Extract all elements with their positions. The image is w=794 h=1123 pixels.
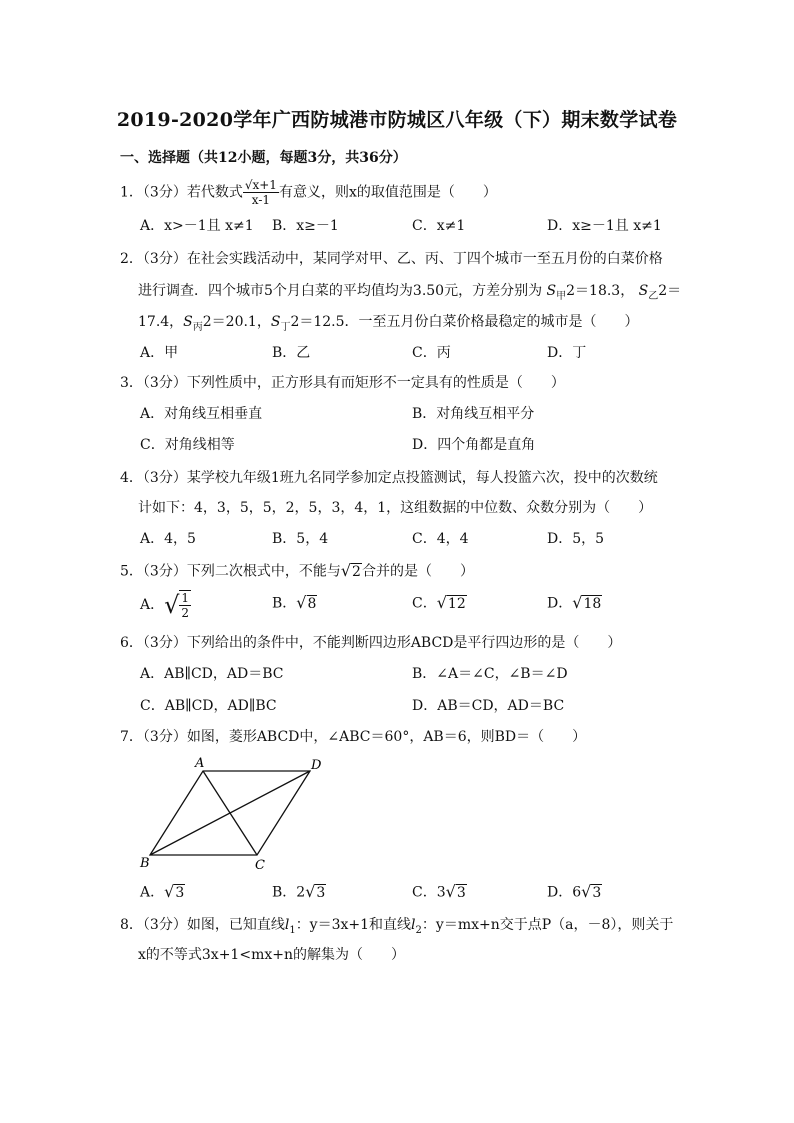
fraction: $\frac{√x+1}{x-1}$ (244, 178, 277, 207)
q1-option-a: A．x>－1且 x≠1 (140, 218, 254, 234)
q7-option-c: C．3√3 (412, 882, 466, 901)
vertex-label-b: B (140, 856, 150, 871)
page-title: 2019-2020学年广西防城港市防城区八年级（下）期末数学试卷 (116, 109, 678, 131)
q5-option-b: B．√8 (272, 593, 317, 612)
q6-option-c: C．AB∥CD，AD∥BC (140, 698, 277, 714)
question-6: 6．（3分）下列给出的条件中，不能判断四边形ABCD是平行四边形的是（ ） (120, 635, 622, 651)
q1-option-b: B．x≥－1 (272, 218, 339, 234)
question-8-line-1: 8．（3分）如图，已知直线$l_1$：y＝3x+1和直线$l_2$：y＝mx+n交于点P（a，－8），则关于 (120, 917, 674, 936)
q5-option-c: C．√12 (412, 593, 466, 612)
question-2-line-2: 进行调查．四个城市5个月白菜的平均值均为3.50元，方差分别为 $S_甲2=18.3$， $S_乙2=$ (138, 283, 682, 302)
q3-option-a: A．对角线互相垂直 (140, 406, 263, 422)
section-heading: 一、选择题（共12小题，每题3分，共36分） (120, 150, 407, 166)
q1-option-c: C．x≠1 (412, 218, 466, 234)
sqrt-2: √2 (340, 561, 361, 580)
q7-option-d: D．6√3 (547, 882, 602, 901)
q5-option-a: A．√ $\frac{1}{2}$ (140, 591, 190, 620)
q4-option-b: B．5，4 (272, 531, 329, 547)
question-4-line-2: 计如下：4，3，5，5，2，5，3，4，1，这组数据的中位数、众数分别为（ ） (138, 500, 653, 516)
q2-option-a: A．甲 (140, 345, 179, 361)
question-5: 5．（3分）下列二次根式中，不能与√2合并的是（ ） (120, 561, 474, 580)
question-2-line-3: 17.4，$S_丙2=20.1$，$S_丁2=12.5$．一至五月份白菜价格最稳定的城市是（ ） (138, 314, 639, 333)
q6-option-a: A．AB∥CD，AD＝BC (140, 666, 284, 682)
question-1: 1．（3分）若代数式 $\frac{√x+1}{x-1}$ 有意义，则x的取值范围是（ ） (120, 178, 497, 207)
q6-option-b: B．∠A＝∠C，∠B＝∠D (412, 666, 568, 682)
rhombus-figure (135, 753, 325, 873)
question-8-line-2: x的不等式3x+1<mx+n的解集为（ ） (138, 947, 405, 963)
question-2-line-1: 2．（3分）在社会实践活动中，某同学对甲、乙、丙、丁四个城市一至五月份的白菜价格 (120, 251, 663, 267)
q6-option-d: D．AB＝CD，AD＝BC (412, 698, 565, 714)
q1-option-d: D．x≥－1且 x≠1 (547, 218, 662, 234)
q4-option-a: A．4，5 (140, 531, 196, 547)
q3-option-d: D．四个角都是直角 (412, 437, 536, 453)
question-7: 7．（3分）如图，菱形ABCD中，∠ABC＝60°，AB＝6，则BD＝（ ） (120, 729, 587, 745)
q7-option-a: A．√3 (140, 882, 185, 901)
q4-option-c: C．4，4 (412, 531, 469, 547)
vertex-label-c: C (255, 858, 265, 873)
q2-option-d: D．丁 (547, 345, 587, 361)
q2-option-b: B．乙 (272, 345, 311, 361)
q7-option-b: B．2√3 (272, 882, 326, 901)
vertex-label-a: A (195, 756, 205, 771)
q5-option-d: D．√18 (547, 593, 602, 612)
vertex-label-d: D (311, 758, 322, 773)
question-3: 3．（3分）下列性质中，正方形具有而矩形不一定具有的性质是（ ） (120, 375, 565, 391)
question-4-line-1: 4．（3分）某学校九年级1班九名同学参加定点投篮测试，每人投篮六次，投中的次数统 (120, 470, 658, 486)
q2-option-c: C．丙 (412, 345, 451, 361)
q4-option-d: D．5，5 (547, 531, 605, 547)
q3-option-b: B．对角线互相平分 (412, 406, 535, 422)
q3-option-c: C．对角线相等 (140, 437, 235, 453)
